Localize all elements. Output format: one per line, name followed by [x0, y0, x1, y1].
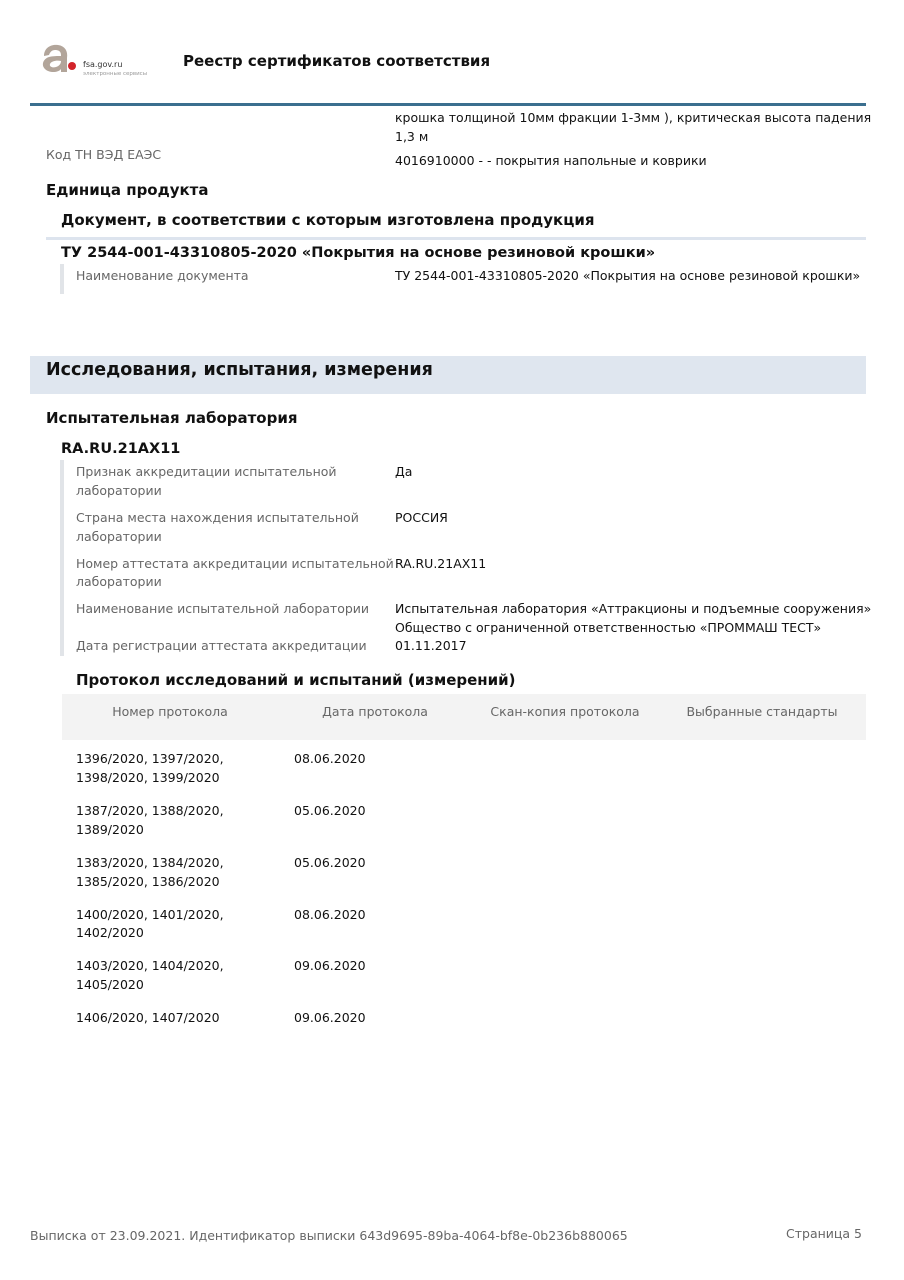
protocol-number: 1402/2020	[76, 925, 144, 940]
column-header-number: Номер протокола	[112, 704, 228, 719]
unit-heading: Единица продукта	[46, 181, 209, 199]
lab-heading: Испытательная лаборатория	[46, 409, 298, 427]
protocol-number: 1398/2020, 1399/2020	[76, 770, 220, 785]
document-name-value: ТУ 2544-001-43310805-2020 «Покрытия на основе резиновой крошки»	[395, 268, 861, 283]
document-heading: Документ, в соответствии с которым изготовлена продукция	[61, 211, 595, 229]
protocol-number: 1400/2020, 1401/2020,	[76, 907, 224, 922]
fsa-logo-icon	[40, 42, 80, 78]
header-divider	[30, 103, 866, 106]
footer-page-number: Страница 5	[786, 1226, 862, 1241]
protocol-date: 09.06.2020	[294, 958, 366, 973]
lab-field-label: Дата регистрации аттестата аккредитации	[76, 638, 367, 653]
logo-subtitle: электронные сервисы	[83, 71, 148, 77]
column-header-standards: Выбранные стандарты	[686, 704, 838, 719]
lab-field-label: Страна места нахождения испытательной	[76, 510, 359, 525]
protocol-date: 08.06.2020	[294, 751, 366, 766]
document-left-bar	[60, 264, 64, 294]
lab-field-value: Общество с ограниченной ответственностью «ПРОММАШ ТЕСТ»	[395, 620, 822, 635]
protocol-number: 1383/2020, 1384/2020,	[76, 855, 224, 870]
lab-left-bar	[60, 460, 64, 656]
protocol-number: 1387/2020, 1388/2020,	[76, 803, 224, 818]
research-section-title: Исследования, испытания, измерения	[46, 360, 433, 380]
protocol-number: 1403/2020, 1404/2020,	[76, 958, 224, 973]
protocol-date: 08.06.2020	[294, 907, 366, 922]
column-header-date: Дата протокола	[322, 704, 428, 719]
lab-id: RA.RU.21AX11	[61, 441, 181, 457]
protocol-date: 09.06.2020	[294, 1010, 366, 1025]
tnved-label: Код ТН ВЭД ЕАЭС	[46, 147, 162, 162]
protocol-number: 1406/2020, 1407/2020	[76, 1010, 220, 1025]
fsa-logo	[40, 42, 150, 82]
document-name-label: Наименование документа	[76, 268, 249, 283]
lab-field-label: лаборатории	[76, 574, 162, 589]
lab-field-value: RA.RU.21AX11	[395, 556, 487, 571]
product-description-line2: 1,3 м	[395, 129, 429, 144]
lab-field-label: лаборатории	[76, 483, 162, 498]
footer-extract-id: Выписка от 23.09.2021. Идентификатор выписки 643d9695-89ba-4064-bf8e-0b236b880065	[30, 1228, 628, 1243]
protocols-heading: Протокол исследований и испытаний (измерений)	[76, 671, 516, 689]
logo-site-text: fsa.gov.ru	[83, 60, 123, 69]
tnved-value: 4016910000 - - покрытия напольные и коврики	[395, 153, 707, 168]
column-header-scan: Скан-копия протокола	[490, 704, 640, 719]
lab-field-value: РОССИЯ	[395, 510, 448, 525]
protocol-date: 05.06.2020	[294, 803, 366, 818]
page-header-title: Реестр сертификатов соответствия	[183, 52, 491, 70]
lab-field-value: Да	[395, 464, 413, 479]
document-title: ТУ 2544-001-43310805-2020 «Покрытия на основе резиновой крошки»	[61, 245, 656, 261]
protocols-table-header	[62, 694, 866, 740]
document-divider	[46, 237, 866, 240]
protocol-number: 1385/2020, 1386/2020	[76, 874, 220, 889]
lab-field-label: лаборатории	[76, 529, 162, 544]
protocol-number: 1405/2020	[76, 977, 144, 992]
lab-field-label: Наименование испытательной лаборатории	[76, 601, 370, 616]
lab-field-value: Испытательная лаборатория «Аттракционы и подъемные сооружения»	[395, 601, 872, 616]
lab-field-label: Признак аккредитации испытательной	[76, 464, 337, 479]
product-description-line1: крошка толщиной 10мм фракции 1-3мм ), критическая высота падения	[395, 110, 872, 125]
protocol-date: 05.06.2020	[294, 855, 366, 870]
lab-field-label: Номер аттестата аккредитации испытательной	[76, 556, 394, 571]
protocol-number: 1389/2020	[76, 822, 144, 837]
protocol-number: 1396/2020, 1397/2020,	[76, 751, 224, 766]
lab-field-value: 01.11.2017	[395, 638, 467, 653]
